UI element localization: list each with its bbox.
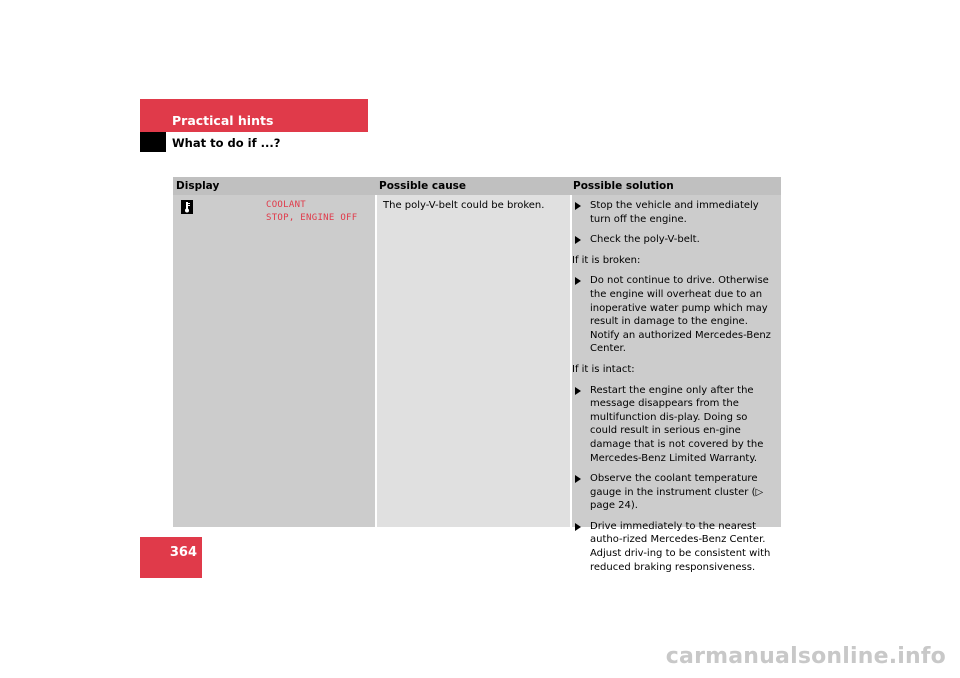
display-line-1: COOLANT: [266, 200, 307, 210]
column-header-cause: Possible cause: [379, 180, 467, 192]
solution-step: [572, 274, 781, 356]
solution-step-text: Do not continue to drive. Otherwise the engine will overheat due to an inoperative water pump which may result in damage to the engine. Notify an authorized Mercedes-Benz Center.: [590, 275, 771, 355]
page-number-box: [140, 537, 202, 578]
arrow-bullet-icon: [575, 387, 581, 395]
section-title: Practical hints: [172, 113, 274, 128]
watermark: carmanualsonline.info: [665, 644, 946, 669]
cause-cell: [377, 195, 570, 527]
page-number: 364: [169, 545, 197, 560]
section-marker: [140, 132, 166, 152]
arrow-bullet-icon: [575, 277, 581, 285]
table-header: [173, 177, 781, 195]
solution-step-text: Drive immediately to the nearest autho-rized Mercedes-Benz Center. Adjust driv-ing to be consistent with reduced braking responsiveness.: [590, 520, 771, 573]
solution-condition: If it is intact:: [572, 363, 635, 375]
arrow-bullet-icon: [575, 202, 581, 210]
solution-step-text: Check the poly-V-belt.: [590, 234, 700, 246]
solution-cell: [572, 195, 781, 573]
solution-step-text: Stop the vehicle and immediately turn off the engine.: [590, 200, 759, 225]
solution-step: [572, 199, 781, 226]
coolant-temperature-icon: [181, 200, 193, 214]
page-subtitle: What to do if ...?: [172, 136, 281, 150]
column-header-display: Display: [176, 180, 220, 192]
display-line-2: STOP, ENGINE OFF: [266, 213, 358, 223]
solution-step-text: Observe the coolant temperature gauge in the instrument cluster (▷ page 24).: [590, 473, 764, 512]
solution-step: [572, 233, 781, 247]
arrow-bullet-icon: [575, 523, 581, 531]
section-header: [140, 99, 368, 132]
arrow-bullet-icon: [575, 236, 581, 244]
display-message: [266, 199, 358, 225]
solution-step-text: Restart the engine only after the message disappears from the multifunction dis-play. Doing so could result in serious en-gine damage that is not covered by the Mercedes-Benz Limited Warranty.: [590, 384, 764, 464]
column-header-solution: Possible solution: [573, 180, 674, 192]
solution-step: [572, 520, 781, 574]
solution-list: [572, 199, 781, 581]
solution-step: [572, 384, 781, 466]
solution-condition: If it is broken:: [572, 254, 641, 266]
solution-step: [572, 472, 781, 513]
cause-text: The poly-V-belt could be broken.: [383, 200, 545, 211]
arrow-bullet-icon: [575, 475, 581, 483]
display-cell: [173, 195, 375, 527]
